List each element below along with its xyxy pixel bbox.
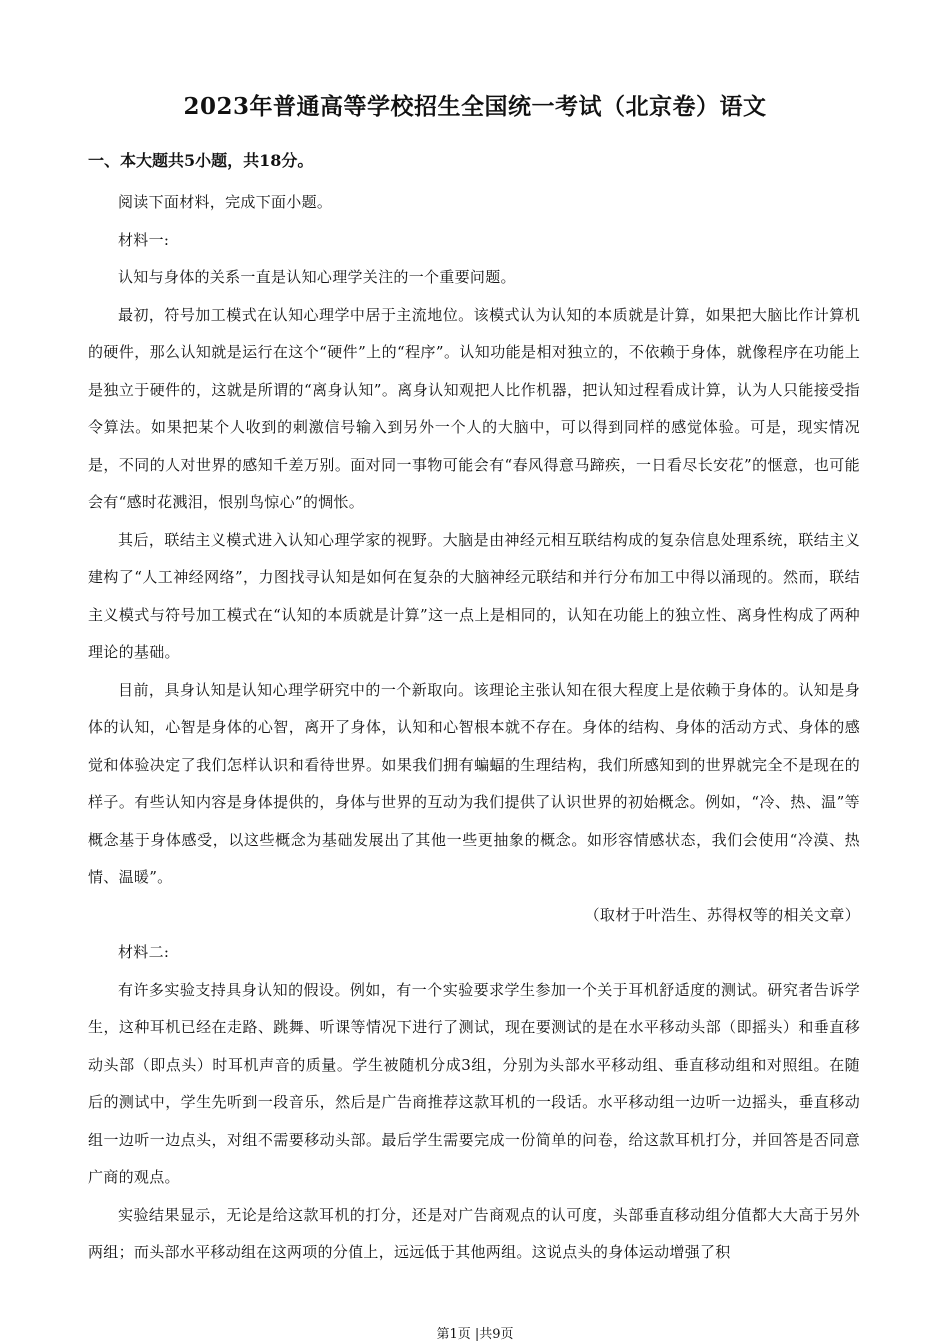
body-paragraph: 目前，具身认知是认知心理学研究中的一个新取向。该理论主张认知在很大程度上是依赖于身体的。认知是身体的认知，心智是身体的心智，离开了身体，认知和心智根本就不存在。身体的结构、身体的活动方式、身体的感觉和体验决定了我们怎样认识和看待世界。如果我们拥有蝙蝠的生理结构，我们所感知到的世界就完全不是现在的样子。有些认知内容是身体提供的，身体与世界的互动为我们提供了认识世界的初始概念。例如，“冷、热、温”等概念基于身体感受，以这些概念为基础发展出了其他一些更抽象的概念。如形容情感状态，我们会使用“冷漠、热情、温暖”。	[88, 680, 860, 886]
body-paragraph: 有许多实验支持具身认知的假设。例如，有一个实验要求学生参加一个关于耳机舒适度的测试。研究者告诉学生，这种耳机已经在走路、跳舞、听课等情况下进行了测试，现在要测试的是在水平移动头部（即摇头）和垂直移动头部（即点头）时耳机声音的质量。学生被随机分成3组，分别为头部水平移动组、垂直移动组和对照组。在随后的测试中，学生先听到一段音乐，然后是广告商推荐这款耳机的一段话。水平移动组一边听一边摇头，垂直移动组一边听一边点头，对组不需要移动头部。最后学生需要完成一份简单的问卷，给这款耳机打分，并回答是否同意广商的观点。	[88, 980, 860, 1186]
body-paragraph: 最初，符号加工模式在认知心理学中居于主流地位。该模式认为认知的本质就是计算，如果把大脑比作计算机的硬件，那么认知就是运行在这个“硬件”上的“程序”。认知功能是相对独立的，不依赖于身体，就像程序在功能上是独立于硬件的，这就是所谓的“离身认知”。离身认知观把人比作机器，把认知过程看成计算，认为人只能接受指令算法。如果把某个人收到的刺激信号输入到另外一个人的大脑中，可以得到同样的感觉体验。可是，现实情况是，不同的人对世界的感知千差万别。面对同一事物可能会有“春风得意马蹄疾，一日看尽长安花”的惬意，也可能会有“感时花溅泪，恨别鸟惊心”的惆怅。	[88, 305, 860, 511]
material-two-label: 材料二:	[118, 943, 170, 961]
exam-title: 2023年普通高等学校招生全国统一考试（北京卷）语文	[183, 93, 767, 120]
section-heading: 一、本大题共5小题，共18分。	[88, 151, 314, 170]
body-paragraph: 其后，联结主义模式进入认知心理学家的视野。大脑是由神经元相互联结构成的复杂信息处理系统，联结主义建构了“人工神经网络”，力图找寻认知是如何在复杂的大脑神经元联结和并行分布加工中得以涌现的。然而，联结主义模式与符号加工模式在“认知的本质就是计算”这一点上是相同的，认知在功能上的独立性、离身性构成了两种理论的基础。	[88, 530, 860, 661]
page-footer: 第1页 |共9页	[436, 1327, 514, 1342]
instruction-paragraph: 阅读下面材料，完成下面小题。	[118, 193, 333, 211]
body-paragraph: 认知与身体的关系一直是认知心理学关注的一个重要问题。	[118, 268, 516, 286]
material-one-label: 材料一:	[118, 230, 170, 249]
source-citation: （取材于叶浩生、苏得权等的相关文章）	[584, 905, 860, 924]
reading-material	[88, 184, 860, 1272]
body-paragraph: 实验结果显示，无论是给这款耳机的打分，还是对广告商观点的认可度，头部垂直移动组分值都大大高于另外两组；而头部水平移动组在这两项的分值上，远远低于其他两组。这说点头的身体运动增强了积	[88, 1205, 860, 1261]
